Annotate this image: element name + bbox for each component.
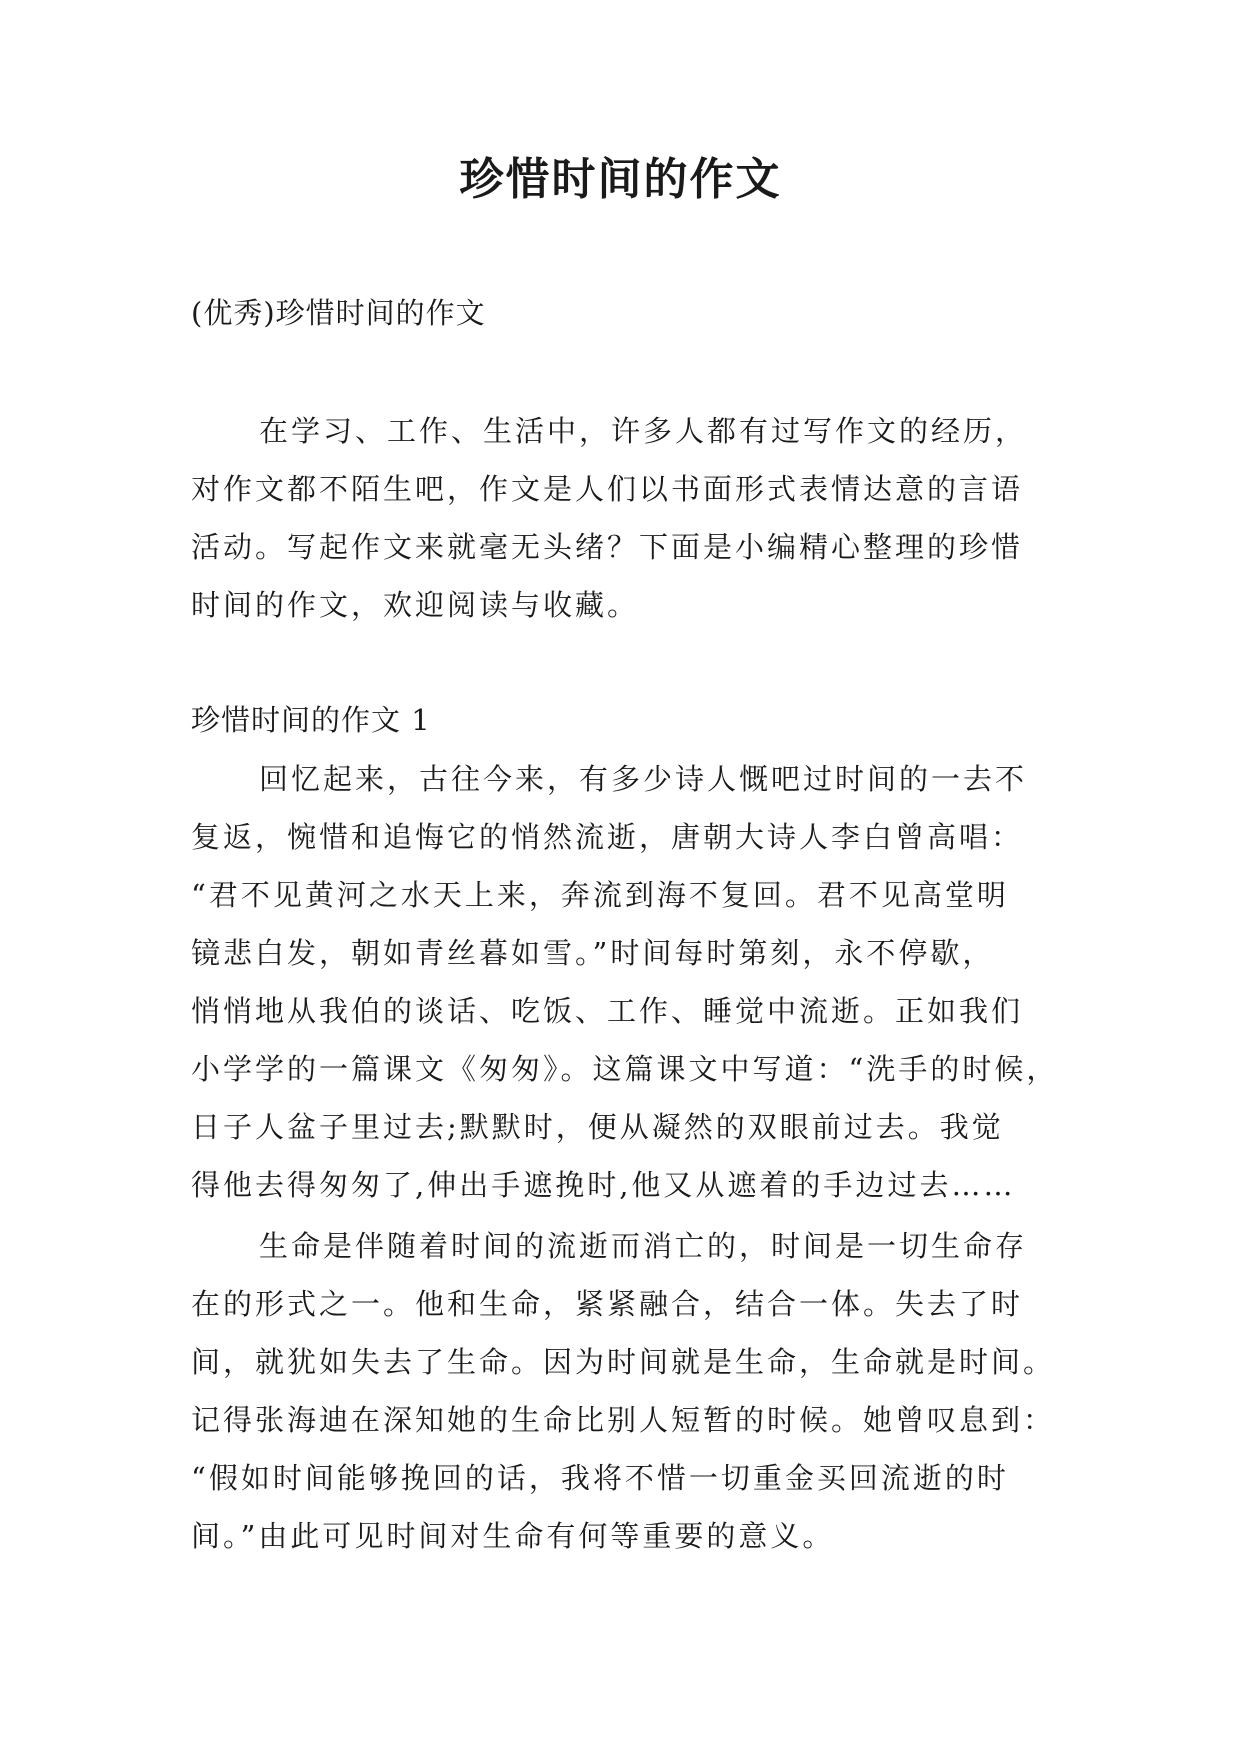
paragraph-line: 镜悲白发，朝如青丝暮如雪。”时间每时第刻，永不停歇， [191,936,995,970]
section-heading: 珍惜时间的作文 1 [191,703,431,737]
intro-line: 在学习、工作、生活中，许多人都有过写作文的经历， [259,414,1028,448]
paragraph-line: 复返，惋惜和追悔它的悄然流逝，唐朝大诗人李白曾高唱： [191,820,1024,854]
intro-line: 对作文都不陌生吧，作文是人们以书面形式表情达意的言语 [191,472,1024,506]
intro-line: 活动。写起作文来就毫无头绪？下面是小编精心整理的珍惜 [191,530,1024,564]
paragraph-line: 在的形式之一。他和生命，紧紧融合，结合一体。失去了时 [191,1287,1024,1321]
paragraph-line: 间，就犹如失去了生命。因为时间就是生命，生命就是时间。 [191,1345,1056,1379]
document-title: 珍惜时间的作文 [459,154,782,205]
paragraph-line: 间。”由此可见时间对生命有何等重要的意义。 [191,1519,835,1553]
paragraph-line: 得他去得匆匆了,伸出手遮挽时,他又从遮着的手边过去…… [191,1168,1016,1202]
paragraph-line: “君不见黄河之水天上来，奔流到海不复回。君不见高堂明 [191,878,1009,912]
paragraph-line: 回忆起来，古往今来，有多少诗人慨吧过时间的一去不 [259,762,1028,796]
intro-paragraph [191,402,1061,634]
intro-line: 时间的作文，欢迎阅读与收藏。 [191,588,640,622]
paragraph-line: 生命是伴随着时间的流逝而消亡的，时间是一切生命存 [259,1229,1028,1263]
paragraph-line: “假如时间能够挽回的话，我将不惜一切重金买回流逝的时 [191,1461,1009,1495]
document-subtitle: (优秀)珍惜时间的作文 [191,296,486,330]
paragraph-line: 小学学的一篇课文《匆匆》。这篇课文中写道：“洗手的时候， [191,1052,1059,1086]
paragraph-line: 记得张海迪在深知她的生命比别人短暂的时候。她曾叹息到： [191,1403,1056,1437]
paragraph-line: 日子人盆子里过去;默默时，便从凝然的双眼前过去。我觉 [191,1110,1004,1144]
paragraph-1 [191,750,1061,1214]
paragraph-2 [191,1217,1061,1565]
paragraph-line: 悄悄地从我伯的谈话、吃饭、工作、睡觉中流逝。正如我们 [191,994,1024,1028]
